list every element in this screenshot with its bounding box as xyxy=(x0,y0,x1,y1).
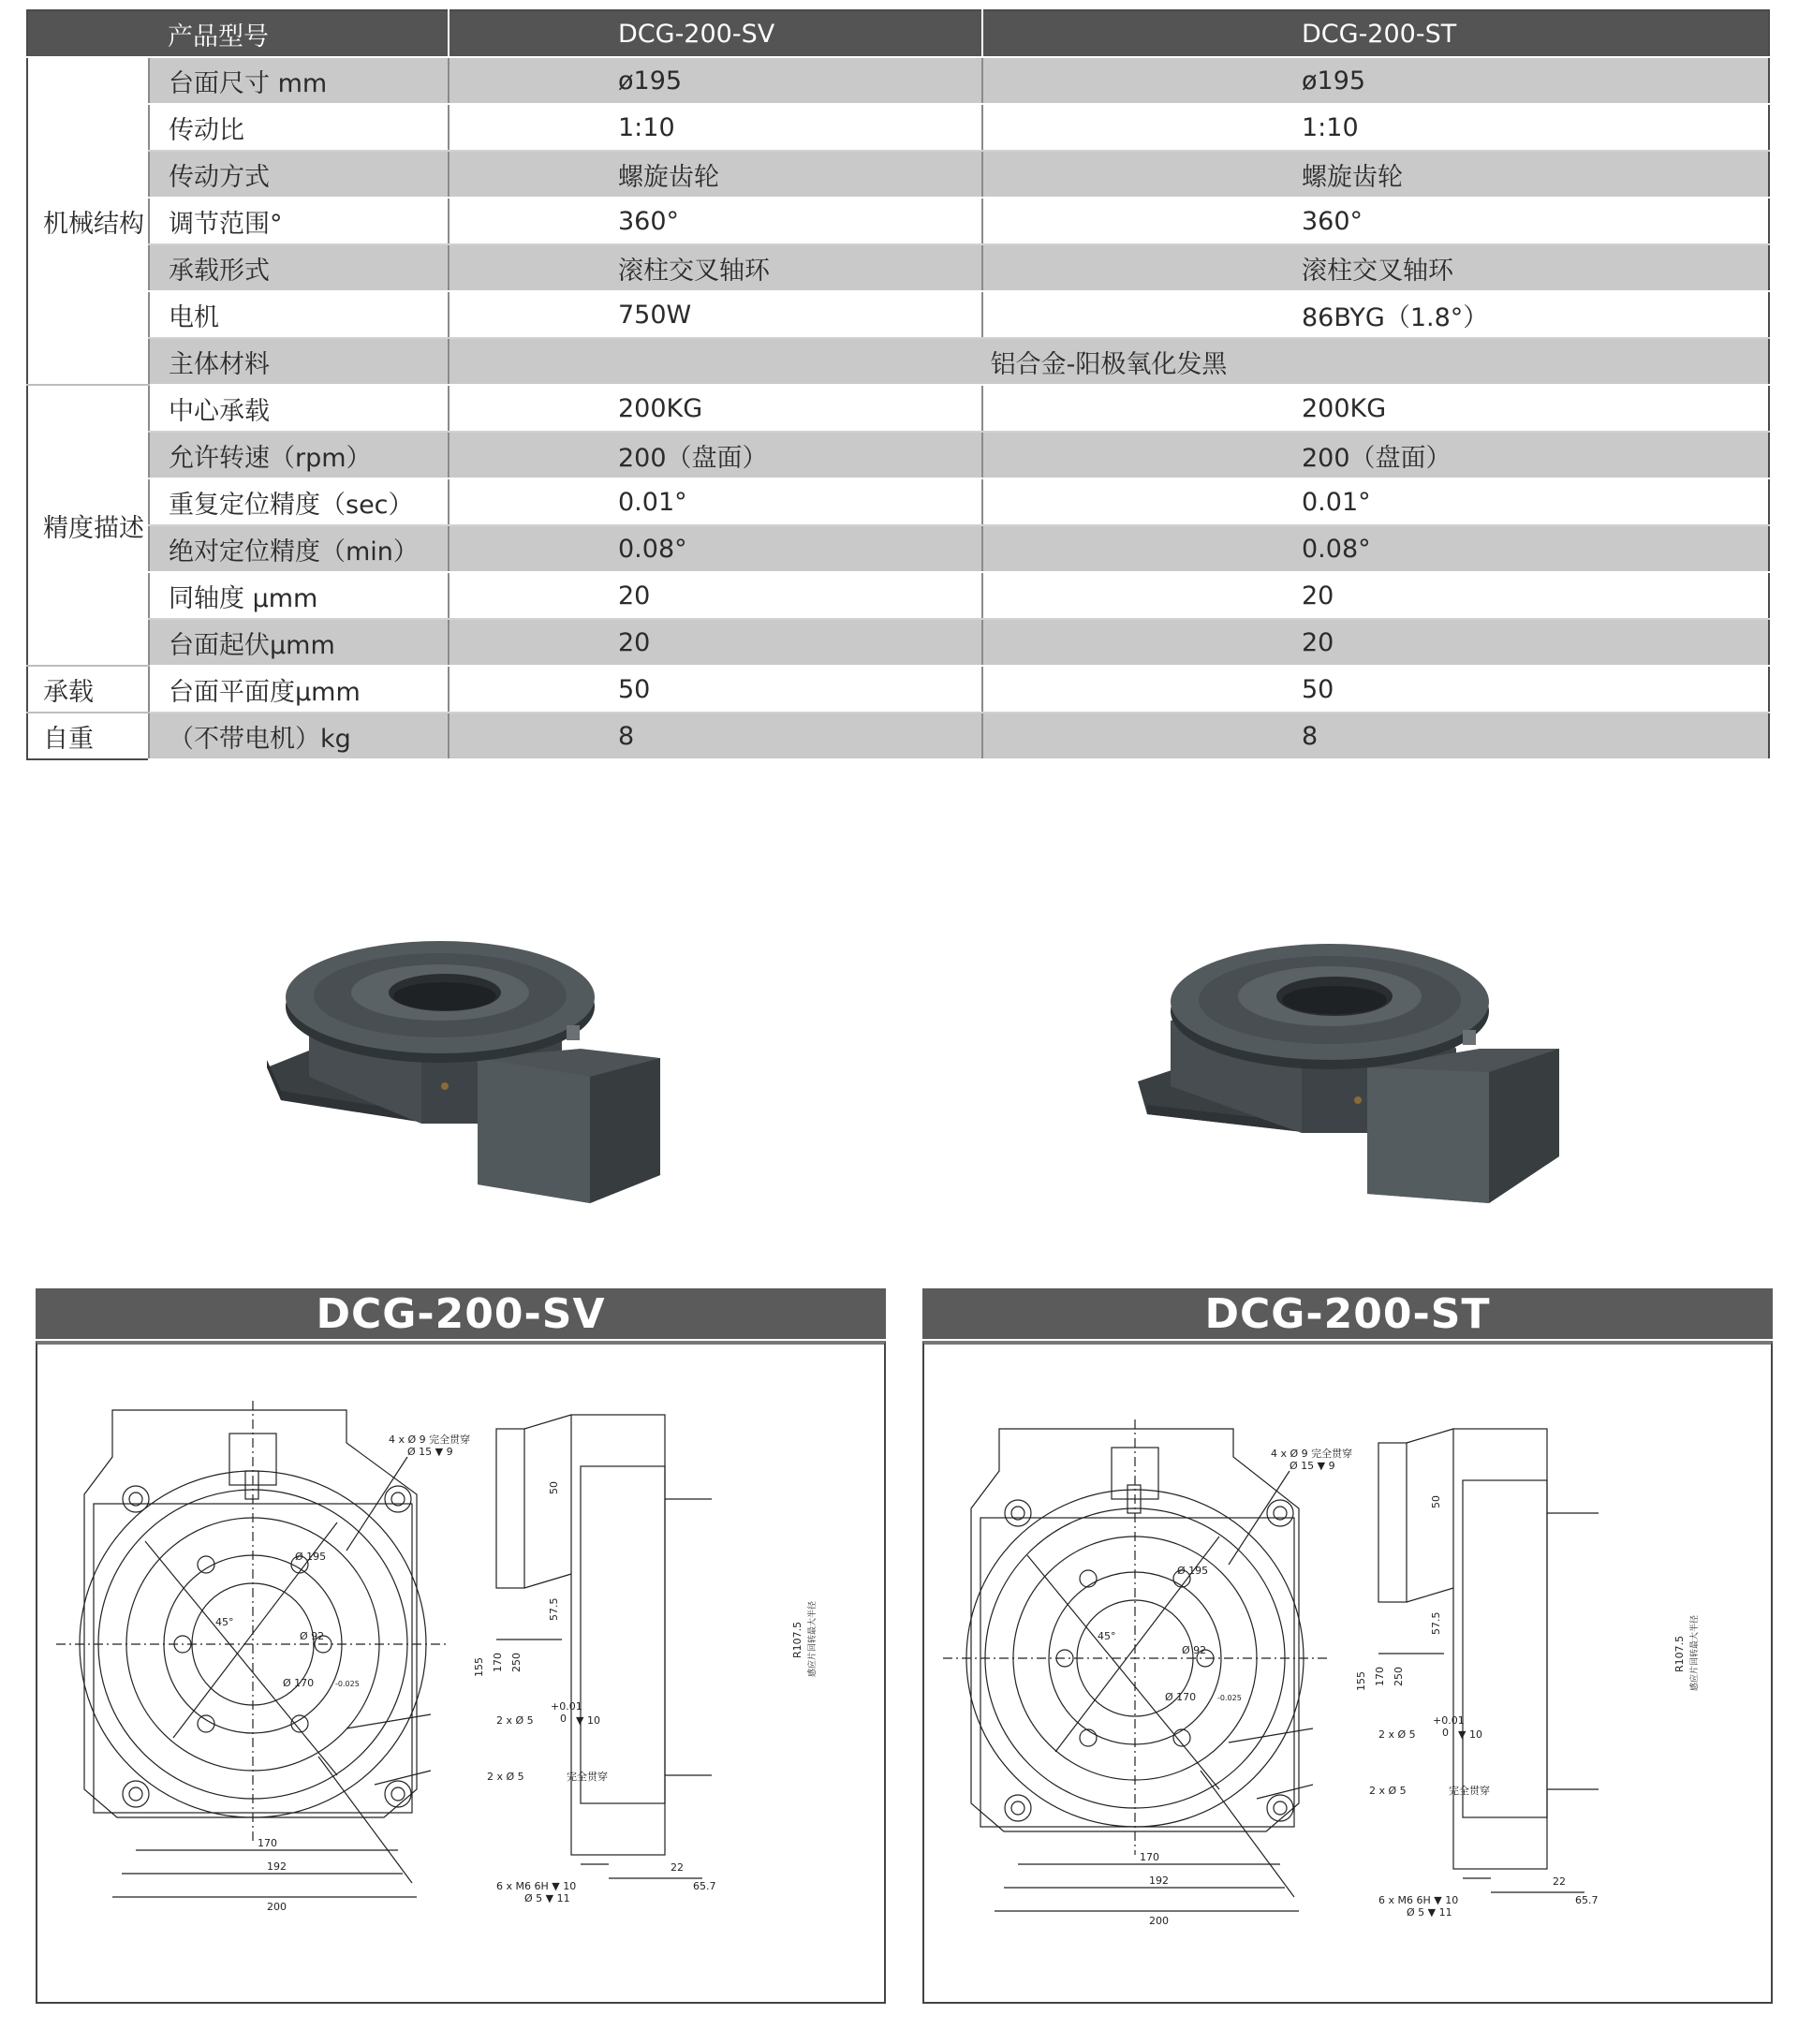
table-row xyxy=(27,338,1769,385)
label-pin2-note: 完全贯穿 xyxy=(567,1771,608,1783)
label-d170: Ø 170 xyxy=(1165,1691,1197,1703)
param-label: 传动比 xyxy=(149,104,449,151)
table-row xyxy=(27,713,1769,759)
value-st: 200KG xyxy=(982,385,1769,432)
product-image-sv xyxy=(253,936,674,1217)
value-st: ø195 xyxy=(982,57,1769,104)
product-image-st xyxy=(1133,936,1564,1217)
param-label: 电机 xyxy=(149,291,449,338)
label-r1075: R107.5 xyxy=(1673,1635,1686,1672)
label-h170: 170 xyxy=(492,1653,504,1672)
value-sv: 0.01° xyxy=(449,478,982,525)
value-sv: 750W xyxy=(449,291,982,338)
label-s657: 65.7 xyxy=(693,1880,716,1892)
param-label: 台面尺寸 mm xyxy=(149,57,449,104)
value-st: 360° xyxy=(982,198,1769,244)
label-pin-tol-low: 0 xyxy=(1442,1727,1449,1739)
label-s57: 57.5 xyxy=(1430,1611,1442,1635)
value-sv: 滚柱交叉轴环 xyxy=(449,244,982,291)
value-st: 0.01° xyxy=(982,478,1769,525)
label-w200: 200 xyxy=(267,1901,287,1913)
value-st: 0.08° xyxy=(982,525,1769,572)
panel-title-st: DCG-200-ST xyxy=(922,1288,1773,1339)
label-counterbore: Ø 15 ▼ 9 xyxy=(407,1446,453,1458)
label-pin-tol: +0.01 xyxy=(1433,1714,1465,1727)
value-sv: 200（盘面） xyxy=(449,432,982,478)
param-label: 调节范围° xyxy=(149,198,449,244)
label-s50: 50 xyxy=(548,1481,560,1494)
value-sv: 20 xyxy=(449,619,982,666)
label-holes-through: 4 x Ø 9 完全贯穿 xyxy=(389,1434,471,1446)
category-load: 承载 xyxy=(27,666,149,713)
label-pin2-note: 完全贯穿 xyxy=(1449,1785,1490,1797)
label-h155: 155 xyxy=(1355,1671,1367,1691)
label-s50: 50 xyxy=(1430,1495,1442,1508)
label-r-note: 感应片回转最大半径 xyxy=(808,1600,818,1677)
param-label: （不带电机）kg xyxy=(149,713,449,759)
param-label: 允许转速（rpm） xyxy=(149,432,449,478)
table-row xyxy=(27,619,1769,666)
label-s22: 22 xyxy=(1553,1875,1566,1888)
table-row xyxy=(27,432,1769,478)
label-h170: 170 xyxy=(1374,1667,1386,1686)
label-s657: 65.7 xyxy=(1575,1894,1599,1906)
label-w192: 192 xyxy=(1149,1875,1169,1887)
label-d170: Ø 170 xyxy=(283,1677,315,1689)
label-angle: 45° xyxy=(1098,1630,1116,1642)
value-sv: 20 xyxy=(449,572,982,619)
value-sv: 螺旋齿轮 xyxy=(449,151,982,198)
label-w192: 192 xyxy=(267,1860,287,1873)
label-w170: 170 xyxy=(258,1837,277,1849)
label-r-note: 感应片回转最大半径 xyxy=(1690,1614,1700,1691)
table-row xyxy=(27,291,1769,338)
label-h155: 155 xyxy=(473,1657,485,1677)
param-label: 重复定位精度（sec） xyxy=(149,478,449,525)
label-s22: 22 xyxy=(671,1861,684,1874)
label-pin1: 2 x Ø 5 xyxy=(1378,1728,1416,1741)
value-st: 8 xyxy=(982,713,1769,759)
label-r1075: R107.5 xyxy=(791,1621,803,1658)
label-d170-tol: -0.025 xyxy=(1217,1694,1242,1702)
value-st: 滚柱交叉轴环 xyxy=(982,244,1769,291)
table-row xyxy=(27,104,1769,151)
value-st: 50 xyxy=(982,666,1769,713)
param-label: 绝对定位精度（min） xyxy=(149,525,449,572)
value-st: 20 xyxy=(982,572,1769,619)
spec-table xyxy=(26,9,1770,760)
table-header-row xyxy=(27,10,1769,57)
category-mech: 机械结构 xyxy=(27,57,149,385)
value-sv: 360° xyxy=(449,198,982,244)
value-both: 铝合金-阳极氧化发黑 xyxy=(449,338,1769,385)
technical-drawing-st xyxy=(924,1345,1771,2004)
label-d195: Ø 195 xyxy=(295,1551,327,1563)
drawing-panel-sv xyxy=(36,1288,886,2004)
table-row xyxy=(27,244,1769,291)
param-label: 台面起伏μmm xyxy=(149,619,449,666)
label-s57: 57.5 xyxy=(548,1597,560,1621)
label-pin1-depth: ▼ 10 xyxy=(576,1714,600,1727)
value-sv: 1:10 xyxy=(449,104,982,151)
label-holes-through: 4 x Ø 9 完全贯穿 xyxy=(1271,1448,1353,1460)
table-row xyxy=(27,572,1769,619)
param-label: 承载形式 xyxy=(149,244,449,291)
table-row xyxy=(27,385,1769,432)
header-label: 产品型号 xyxy=(149,10,449,57)
table-row xyxy=(27,198,1769,244)
category-precision: 精度描述 xyxy=(27,385,149,666)
label-w170: 170 xyxy=(1140,1851,1159,1863)
label-d195: Ø 195 xyxy=(1177,1565,1209,1577)
value-st: 20 xyxy=(982,619,1769,666)
value-sv: 200KG xyxy=(449,385,982,432)
label-h250: 250 xyxy=(510,1653,523,1672)
label-thread2: Ø 5 ▼ 11 xyxy=(1407,1906,1452,1919)
header-model-sv: DCG-200-SV xyxy=(449,10,982,57)
label-angle: 45° xyxy=(215,1616,234,1628)
label-pin1-depth: ▼ 10 xyxy=(1458,1728,1482,1741)
value-st: 86BYG（1.8°） xyxy=(982,291,1769,338)
param-label: 台面平面度μmm xyxy=(149,666,449,713)
value-sv: ø195 xyxy=(449,57,982,104)
value-sv: 50 xyxy=(449,666,982,713)
value-st: 1:10 xyxy=(982,104,1769,151)
drawing-panel-st xyxy=(922,1288,1773,2004)
technical-drawing-sv xyxy=(37,1345,884,2004)
value-st: 螺旋齿轮 xyxy=(982,151,1769,198)
value-sv: 8 xyxy=(449,713,982,759)
label-thread: 6 x M6 6H ▼ 10 xyxy=(1378,1894,1459,1906)
label-pin-tol: +0.01 xyxy=(551,1700,582,1713)
label-counterbore: Ø 15 ▼ 9 xyxy=(1290,1460,1335,1472)
label-h250: 250 xyxy=(1393,1667,1405,1686)
table-row xyxy=(27,525,1769,572)
table-row xyxy=(27,151,1769,198)
table-row xyxy=(27,57,1769,104)
value-st: 200（盘面） xyxy=(982,432,1769,478)
table-row xyxy=(27,478,1769,525)
label-w200: 200 xyxy=(1149,1915,1169,1927)
panel-title-sv: DCG-200-SV xyxy=(36,1288,886,1339)
label-d92: Ø 92 xyxy=(1182,1644,1207,1656)
label-pin-tol-low: 0 xyxy=(560,1713,567,1725)
label-pin2: 2 x Ø 5 xyxy=(487,1771,524,1783)
table-row xyxy=(27,666,1769,713)
param-label: 同轴度 μmm xyxy=(149,572,449,619)
label-d170-tol: -0.025 xyxy=(335,1680,360,1688)
param-label: 主体材料 xyxy=(149,338,449,385)
label-pin2: 2 x Ø 5 xyxy=(1369,1785,1407,1797)
category-weight: 自重 xyxy=(27,713,149,759)
label-thread2: Ø 5 ▼ 11 xyxy=(524,1892,570,1904)
param-label: 中心承载 xyxy=(149,385,449,432)
header-model-st: DCG-200-ST xyxy=(982,10,1769,57)
value-sv: 0.08° xyxy=(449,525,982,572)
label-thread: 6 x M6 6H ▼ 10 xyxy=(496,1880,577,1892)
param-label: 传动方式 xyxy=(149,151,449,198)
label-pin1: 2 x Ø 5 xyxy=(496,1714,534,1727)
label-d92: Ø 92 xyxy=(300,1630,325,1642)
